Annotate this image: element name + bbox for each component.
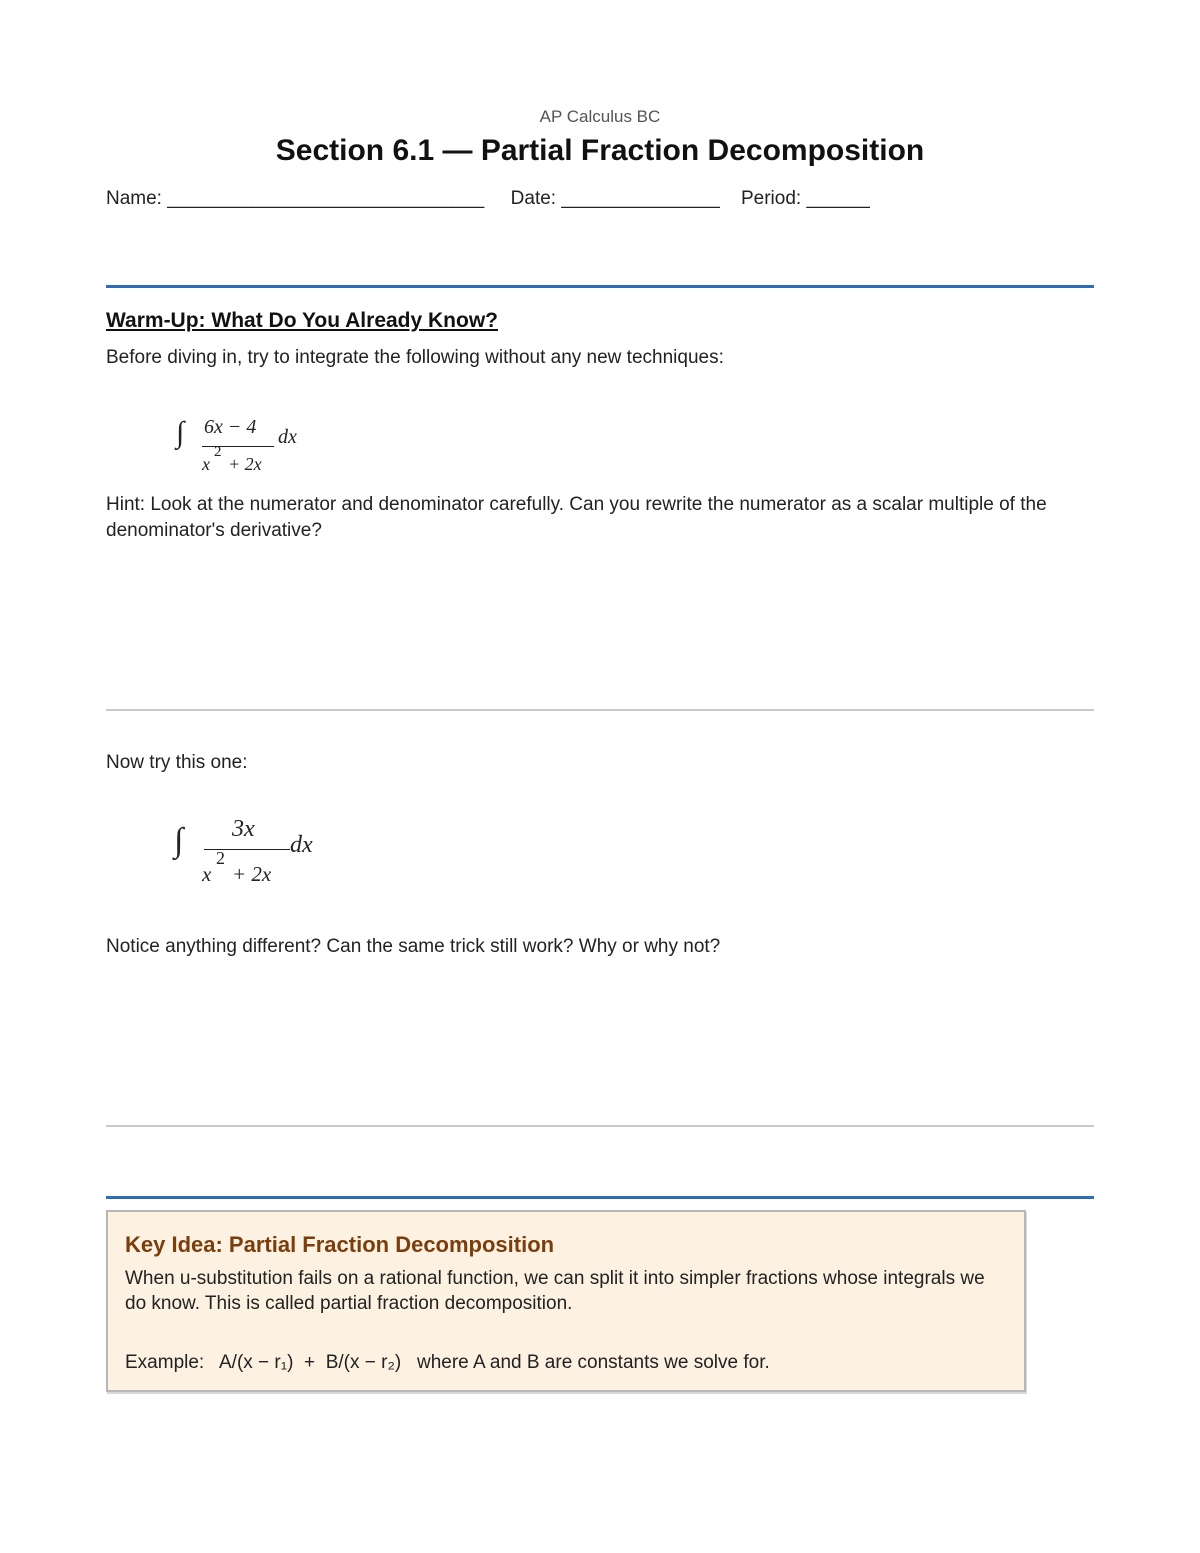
denominator-exponent: 2 <box>216 848 225 868</box>
warmup-intro: Before diving in, try to integrate the following without any new techniques: <box>106 347 724 368</box>
answer-divider <box>106 1125 1094 1127</box>
denominator-exponent: 2 <box>214 444 222 460</box>
section-divider <box>106 285 1094 288</box>
denominator-rest: + 2x <box>228 454 262 474</box>
student-info-fields <box>106 188 870 210</box>
numerator: 6x − 4 <box>204 416 257 438</box>
course-name: AP Calculus BC <box>539 107 661 126</box>
answer-divider <box>106 709 1094 711</box>
page-title: Section 6.1 — Partial Fraction Decomposition <box>275 134 925 167</box>
fraction-bar <box>202 446 274 447</box>
key-idea-example: Example: A/(x − r₁) + B/(x − r₂) where A and B are constants we solve for. <box>125 1352 770 1373</box>
key-idea-body: When u-substitution fails on a rational function, we can split it into simpler fractions whose integrals we do know. This is called partial fraction decomposition. <box>125 1268 985 1314</box>
integral-sign: ∫ <box>176 416 185 449</box>
dx-term: dx <box>290 832 313 858</box>
hint-text: Hint: Look at the numerator and denominator carefully. Can you rewrite the numerator as a scalar multiple of the denominator's derivative? <box>106 494 1047 541</box>
notice-text: Notice anything different? Can the same trick still work? Why or why not? <box>106 936 721 957</box>
integral-expression-2 <box>170 812 390 892</box>
integral-sign: ∫ <box>174 822 184 859</box>
key-idea-title: Key Idea: Partial Fraction Decomposition <box>125 1232 555 1257</box>
key-idea-box <box>106 1210 1026 1392</box>
denominator-base: x <box>202 454 210 474</box>
numerator: 3x <box>232 816 255 842</box>
date-field: Date: _______________ <box>510 188 720 209</box>
warmup-heading: Warm-Up: What Do You Already Know? <box>106 309 498 332</box>
integral-expression-1 <box>170 410 370 480</box>
denominator-rest: + 2x <box>232 862 272 886</box>
denominator-base: x <box>202 862 212 886</box>
dx-term: dx <box>278 426 297 448</box>
period-field: Period: ______ <box>740 188 870 209</box>
name-field: Name: ______________________________ <box>106 188 485 209</box>
section-divider <box>106 1196 1094 1199</box>
now-try-text: Now try this one: <box>106 752 248 773</box>
